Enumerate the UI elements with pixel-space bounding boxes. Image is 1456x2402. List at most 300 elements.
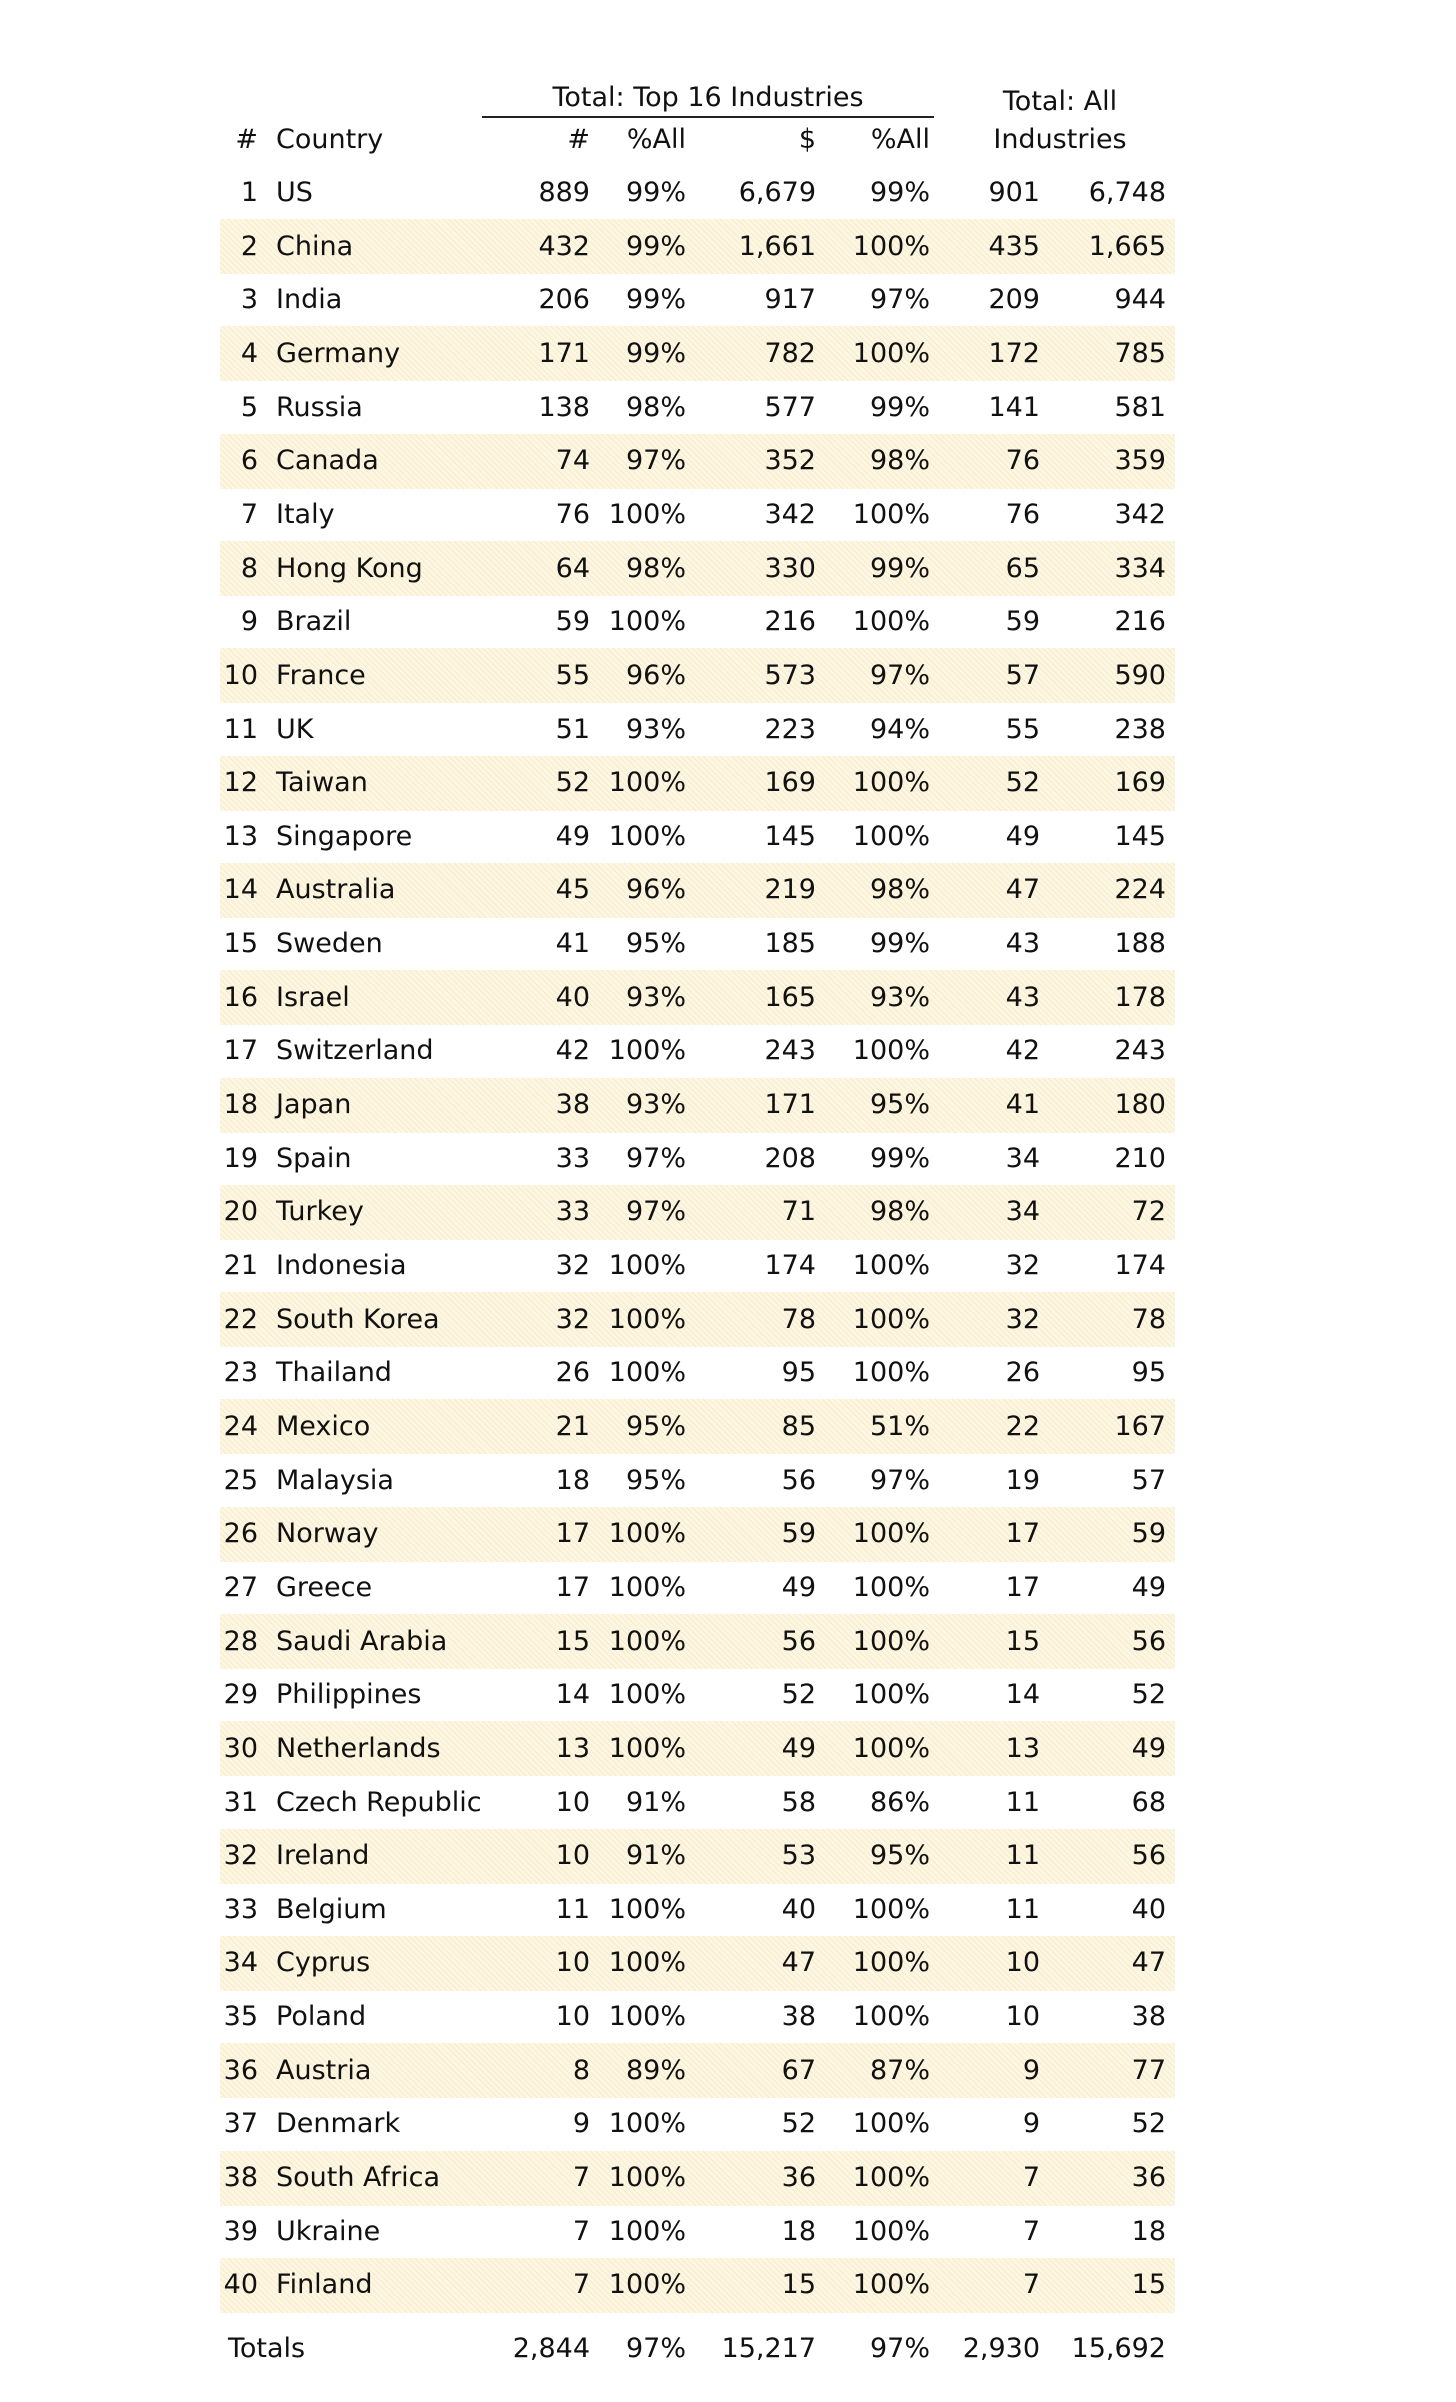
cell-rank: 35: [223, 2001, 258, 2033]
cell-rank: 29: [223, 1679, 258, 1711]
cell-top-count-pct: 99%: [625, 177, 686, 208]
cell-top-value: 216: [764, 606, 816, 638]
cell-rank: 33: [223, 1893, 258, 1925]
cell-all-count: 11: [1005, 1786, 1040, 1818]
cell-rank: 26: [223, 1518, 258, 1550]
cell-all-count: 141: [988, 391, 1040, 423]
cell-top-count: 55: [555, 659, 590, 691]
cell-top-value-pct: 100%: [852, 1732, 930, 1764]
cell-top-count-pct: 100%: [608, 1679, 686, 1711]
cell-top-count-pct: 100%: [608, 820, 686, 852]
cell-all-count: 435: [988, 230, 1040, 262]
cell-top-count: 51: [555, 713, 590, 745]
cell-top-value: 38: [781, 2001, 816, 2033]
header-top-value: $: [798, 124, 816, 155]
cell-top-value: 56: [781, 1625, 816, 1657]
cell-top-count: 8: [572, 2054, 590, 2086]
cell-all-count: 14: [1005, 1679, 1040, 1711]
cell-all-value: 334: [1114, 552, 1166, 584]
cell-top-value-pct: 100%: [852, 1625, 930, 1657]
cell-rank: 21: [223, 1250, 258, 1281]
cell-top-count-pct: 100%: [608, 1947, 686, 1979]
cell-all-value: 243: [1114, 1035, 1166, 1067]
cell-top-value: 85: [781, 1410, 816, 1442]
cell-top-value-pct: 100%: [852, 1303, 930, 1335]
cell-top-count: 7: [572, 2269, 590, 2301]
cell-top-count: 38: [555, 1089, 590, 1121]
cell-rank: 40: [223, 2269, 258, 2301]
cell-top-value-pct: 97%: [869, 1464, 930, 1496]
cell-country: Taiwan: [276, 767, 368, 799]
cell-top-count-pct: 93%: [625, 713, 686, 745]
cell-country: Turkey: [276, 1196, 364, 1228]
cell-top-value: 40: [781, 1893, 816, 1925]
totals-label: Totals: [228, 2333, 306, 2364]
cell-country: India: [276, 284, 343, 316]
cell-top-count-pct: 100%: [608, 1571, 686, 1603]
cell-top-value: 47: [781, 1947, 816, 1979]
cell-all-value: 56: [1131, 1625, 1166, 1657]
cell-top-count-pct: 100%: [608, 2215, 686, 2247]
cell-top-count: 32: [555, 1250, 590, 1281]
header-top-value-pct: %All: [870, 124, 930, 155]
cell-country: Finland: [276, 2269, 373, 2301]
cell-all-count: 34: [1005, 1196, 1040, 1228]
totals-top-value: 15,217: [721, 2333, 816, 2364]
totals-all-value: 15,692: [1071, 2333, 1166, 2364]
cell-country: Saudi Arabia: [276, 1625, 448, 1657]
cell-top-value: 49: [781, 1732, 816, 1764]
cell-rank: 28: [223, 1625, 258, 1657]
cell-country: China: [276, 230, 354, 262]
cell-top-count: 138: [538, 391, 590, 423]
cell-top-count-pct: 98%: [625, 552, 686, 584]
cell-country: Norway: [276, 1518, 379, 1550]
group-header-all-line2: Industries: [993, 124, 1127, 155]
cell-top-count-pct: 93%: [625, 981, 686, 1013]
cell-all-value: 145: [1114, 820, 1166, 852]
cell-all-count: 32: [1005, 1250, 1040, 1281]
cell-all-count: 13: [1005, 1732, 1040, 1764]
cell-top-count-pct: 96%: [625, 874, 686, 906]
cell-top-value-pct: 100%: [852, 2215, 930, 2247]
cell-top-count-pct: 96%: [625, 659, 686, 691]
cell-all-count: 11: [1005, 1840, 1040, 1872]
cell-all-value: 210: [1114, 1142, 1166, 1174]
cell-all-value: 38: [1131, 2001, 1166, 2033]
cell-country: Spain: [276, 1142, 352, 1174]
cell-country: Poland: [276, 2001, 367, 2033]
cell-rank: 11: [223, 713, 258, 745]
group-header-all-line1: Total: All: [1002, 86, 1118, 117]
cell-rank: 4: [240, 337, 258, 369]
cell-top-count: 889: [538, 177, 590, 208]
cell-all-count: 7: [1022, 2215, 1040, 2247]
cell-top-value: 165: [764, 981, 816, 1013]
cell-country: Australia: [276, 874, 396, 906]
cell-top-count: 10: [555, 1840, 590, 1872]
cell-country: Russia: [276, 391, 363, 423]
cell-top-count-pct: 100%: [608, 1303, 686, 1335]
cell-country: Mexico: [276, 1410, 371, 1442]
cell-top-value: 67: [781, 2054, 816, 2086]
cell-top-count: 32: [555, 1303, 590, 1335]
cell-rank: 39: [223, 2215, 258, 2247]
cell-rank: 3: [240, 284, 258, 316]
cell-top-count-pct: 99%: [625, 230, 686, 262]
cell-top-count-pct: 100%: [608, 2269, 686, 2301]
cell-top-value-pct: 100%: [852, 1571, 930, 1603]
cell-all-count: 15: [1005, 1625, 1040, 1657]
cell-all-count: 76: [1005, 498, 1040, 530]
cell-top-count: 13: [555, 1732, 590, 1764]
cell-top-count-pct: 100%: [608, 1250, 686, 1281]
cell-top-value-pct: 100%: [852, 2162, 930, 2194]
cell-country: Germany: [276, 337, 401, 369]
cell-all-count: 172: [988, 337, 1040, 369]
cell-top-value: 223: [764, 713, 816, 745]
cell-top-value: 782: [764, 337, 816, 369]
cell-top-count: 15: [555, 1625, 590, 1657]
cell-country: Hong Kong: [276, 552, 423, 584]
cell-all-value: 785: [1114, 337, 1166, 369]
cell-country: Austria: [276, 2054, 372, 2086]
cell-top-value: 95: [781, 1357, 816, 1389]
cell-rank: 1: [240, 177, 258, 208]
cell-all-value: 52: [1131, 2108, 1166, 2140]
cell-all-count: 22: [1005, 1410, 1040, 1442]
cell-top-count-pct: 100%: [608, 1518, 686, 1550]
cell-top-value: 36: [781, 2162, 816, 2194]
cell-rank: 34: [223, 1947, 258, 1979]
cell-top-count-pct: 97%: [625, 1196, 686, 1228]
cell-all-value: 56: [1131, 1840, 1166, 1872]
cell-top-count: 33: [555, 1196, 590, 1228]
cell-top-count-pct: 100%: [608, 2108, 686, 2140]
cell-top-value-pct: 97%: [869, 284, 930, 316]
cell-rank: 31: [223, 1786, 258, 1818]
cell-top-value-pct: 100%: [852, 2001, 930, 2033]
cell-top-value: 169: [764, 767, 816, 799]
cell-top-count: 41: [555, 928, 590, 960]
cell-top-value-pct: 99%: [869, 552, 930, 584]
cell-rank: 8: [240, 552, 258, 584]
cell-all-value: 581: [1114, 391, 1166, 423]
cell-top-count: 76: [555, 498, 590, 530]
cell-top-count: 7: [572, 2215, 590, 2247]
cell-top-value: 145: [764, 820, 816, 852]
header-country: Country: [276, 124, 384, 155]
cell-all-count: 26: [1005, 1357, 1040, 1389]
cell-top-count-pct: 100%: [608, 1357, 686, 1389]
cell-top-value: 1,661: [738, 230, 816, 262]
cell-country: France: [276, 659, 366, 691]
cell-top-value-pct: 100%: [852, 606, 930, 638]
cell-top-value: 15: [781, 2269, 816, 2301]
cell-all-count: 9: [1022, 2054, 1040, 2086]
cell-top-value: 577: [764, 391, 816, 423]
cell-all-count: 34: [1005, 1142, 1040, 1174]
cell-top-count: 74: [555, 445, 590, 477]
cell-country: UK: [276, 713, 314, 745]
cell-all-value: 18: [1131, 2215, 1166, 2247]
cell-top-count: 206: [538, 284, 590, 316]
cell-top-count-pct: 91%: [625, 1840, 686, 1872]
cell-top-count-pct: 97%: [625, 1142, 686, 1174]
cell-top-value-pct: 98%: [869, 1196, 930, 1228]
cell-all-count: 57: [1005, 659, 1040, 691]
totals-all-count: 2,930: [962, 2333, 1040, 2364]
cell-rank: 6: [240, 445, 258, 477]
cell-top-count: 17: [555, 1571, 590, 1603]
cell-top-value-pct: 100%: [852, 1035, 930, 1067]
cell-top-value: 573: [764, 659, 816, 691]
cell-top-value-pct: 100%: [852, 2269, 930, 2301]
cell-top-count-pct: 95%: [625, 1410, 686, 1442]
cell-all-count: 11: [1005, 1893, 1040, 1925]
cell-top-value: 52: [781, 2108, 816, 2140]
cell-all-count: 43: [1005, 928, 1040, 960]
cell-top-value-pct: 100%: [852, 230, 930, 262]
totals-top-count: 2,844: [512, 2333, 590, 2364]
cell-all-count: 49: [1005, 820, 1040, 852]
cell-rank: 25: [223, 1464, 258, 1496]
cell-country: Thailand: [276, 1357, 392, 1389]
cell-country: Italy: [276, 498, 335, 530]
cell-all-count: 42: [1005, 1035, 1040, 1067]
group-header-top-16: Total: Top 16 Industries: [552, 82, 864, 113]
cell-all-value: 188: [1114, 928, 1166, 960]
cell-rank: 16: [223, 981, 258, 1013]
cell-top-count: 18: [555, 1464, 590, 1496]
cell-all-count: 41: [1005, 1089, 1040, 1121]
cell-country: US: [276, 177, 313, 208]
cell-all-value: 47: [1131, 1947, 1166, 1979]
cell-top-value-pct: 95%: [869, 1840, 930, 1872]
cell-top-count: 33: [555, 1142, 590, 1174]
cell-country: Japan: [276, 1089, 352, 1121]
cell-all-count: 9: [1022, 2108, 1040, 2140]
cell-top-value: 185: [764, 928, 816, 960]
cell-top-value: 243: [764, 1035, 816, 1067]
cell-country: Switzerland: [276, 1035, 434, 1067]
cell-all-count: 52: [1005, 767, 1040, 799]
cell-top-value-pct: 100%: [852, 1357, 930, 1389]
cell-top-count: 52: [555, 767, 590, 799]
cell-country: Ukraine: [276, 2215, 381, 2247]
cell-rank: 10: [223, 659, 258, 691]
cell-all-count: 47: [1005, 874, 1040, 906]
header-top-count-pct: %All: [626, 124, 686, 155]
cell-rank: 5: [240, 391, 258, 423]
cell-all-count: 7: [1022, 2162, 1040, 2194]
cell-top-count: 17: [555, 1518, 590, 1550]
cell-all-value: 57: [1131, 1464, 1166, 1496]
cell-all-value: 49: [1131, 1571, 1166, 1603]
cell-top-count-pct: 95%: [625, 928, 686, 960]
cell-top-value-pct: 99%: [869, 391, 930, 423]
cell-top-value-pct: 98%: [869, 874, 930, 906]
cell-top-value-pct: 98%: [869, 445, 930, 477]
cell-top-value: 71: [781, 1196, 816, 1228]
cell-top-value: 330: [764, 552, 816, 584]
cell-country: Israel: [276, 981, 350, 1013]
cell-top-count-pct: 95%: [625, 1464, 686, 1496]
cell-all-value: 178: [1114, 981, 1166, 1013]
cell-top-count-pct: 99%: [625, 337, 686, 369]
cell-all-count: 17: [1005, 1571, 1040, 1603]
cell-top-count: 9: [572, 2108, 590, 2140]
cell-rank: 30: [223, 1732, 258, 1764]
cell-top-value: 174: [764, 1250, 816, 1281]
cell-rank: 22: [223, 1303, 258, 1335]
cell-country: Ireland: [276, 1840, 370, 1872]
cell-top-value: 78: [781, 1303, 816, 1335]
cell-top-count: 11: [555, 1893, 590, 1925]
cell-top-count: 45: [555, 874, 590, 906]
cell-all-count: 19: [1005, 1464, 1040, 1496]
cell-top-value-pct: 100%: [852, 767, 930, 799]
cell-country: Cyprus: [276, 1947, 371, 1979]
cell-top-count-pct: 100%: [608, 606, 686, 638]
cell-top-value: 18: [781, 2215, 816, 2247]
cell-top-value: 917: [764, 284, 816, 316]
totals-top-value-pct: 97%: [869, 2333, 930, 2364]
cell-all-value: 180: [1114, 1089, 1166, 1121]
cell-top-count-pct: 100%: [608, 1035, 686, 1067]
cell-top-value: 56: [781, 1464, 816, 1496]
cell-top-count-pct: 99%: [625, 284, 686, 316]
cell-top-count-pct: 91%: [625, 1786, 686, 1818]
cell-top-value: 219: [764, 874, 816, 906]
cell-country: Singapore: [276, 820, 413, 852]
cell-top-value: 59: [781, 1518, 816, 1550]
cell-top-count: 59: [555, 606, 590, 638]
cell-top-count: 7: [572, 2162, 590, 2194]
cell-rank: 27: [223, 1571, 258, 1603]
cell-all-count: 10: [1005, 1947, 1040, 1979]
cell-all-value: 342: [1114, 498, 1166, 530]
cell-all-count: 55: [1005, 713, 1040, 745]
cell-top-count-pct: 97%: [625, 445, 686, 477]
cell-top-count: 21: [555, 1410, 590, 1442]
cell-rank: 13: [223, 820, 258, 852]
cell-all-value: 77: [1131, 2054, 1166, 2086]
cell-top-count-pct: 98%: [625, 391, 686, 423]
cell-country: Malaysia: [276, 1464, 394, 1496]
cell-top-count-pct: 100%: [608, 1625, 686, 1657]
cell-all-count: 32: [1005, 1303, 1040, 1335]
cell-all-value: 78: [1131, 1303, 1166, 1335]
cell-top-value: 171: [764, 1089, 816, 1121]
cell-top-value-pct: 99%: [869, 1142, 930, 1174]
cell-top-value: 53: [781, 1840, 816, 1872]
cell-top-value-pct: 100%: [852, 2108, 930, 2140]
cell-top-value-pct: 97%: [869, 659, 930, 691]
cell-all-value: 216: [1114, 606, 1166, 638]
cell-country: Brazil: [276, 606, 352, 638]
cell-country: Belgium: [276, 1893, 387, 1925]
cell-all-count: 10: [1005, 2001, 1040, 2033]
totals-top-count-pct: 97%: [625, 2333, 686, 2364]
cell-top-count: 10: [555, 1947, 590, 1979]
cell-rank: 15: [223, 928, 258, 960]
cell-top-count: 14: [555, 1679, 590, 1711]
cell-top-value: 58: [781, 1786, 816, 1818]
cell-top-count: 10: [555, 1786, 590, 1818]
cell-rank: 14: [223, 874, 258, 906]
cell-top-count-pct: 100%: [608, 1732, 686, 1764]
cell-top-value-pct: 94%: [869, 713, 930, 745]
cell-all-value: 52: [1131, 1679, 1166, 1711]
cell-rank: 17: [223, 1035, 258, 1067]
cell-top-count-pct: 100%: [608, 2001, 686, 2033]
cell-top-value: 352: [764, 445, 816, 477]
cell-top-value-pct: 95%: [869, 1089, 930, 1121]
cell-top-count-pct: 89%: [625, 2054, 686, 2086]
cell-all-value: 15: [1131, 2269, 1166, 2301]
cell-all-value: 59: [1131, 1518, 1166, 1550]
cell-country: Philippines: [276, 1679, 422, 1711]
cell-rank: 20: [223, 1196, 258, 1228]
header-rank: #: [235, 124, 258, 155]
cell-country: Canada: [276, 445, 379, 477]
cell-top-value: 6,679: [738, 177, 816, 208]
cell-rank: 38: [223, 2162, 258, 2194]
cell-all-value: 95: [1131, 1357, 1166, 1389]
cell-top-value-pct: 86%: [869, 1786, 930, 1818]
group-header-rule: [482, 116, 934, 118]
header-top-count: #: [567, 124, 590, 155]
cell-all-count: 76: [1005, 445, 1040, 477]
cell-top-value-pct: 100%: [852, 1893, 930, 1925]
cell-all-value: 49: [1131, 1732, 1166, 1764]
cell-top-value-pct: 93%: [869, 981, 930, 1013]
cell-top-count: 10: [555, 2001, 590, 2033]
cell-all-count: 65: [1005, 552, 1040, 584]
cell-top-count: 42: [555, 1035, 590, 1067]
cell-top-count-pct: 93%: [625, 1089, 686, 1121]
cell-all-count: 59: [1005, 606, 1040, 638]
cell-top-value: 52: [781, 1679, 816, 1711]
cell-all-count: 17: [1005, 1518, 1040, 1550]
cell-all-value: 169: [1114, 767, 1166, 799]
cell-all-value: 68: [1131, 1786, 1166, 1818]
cell-top-count-pct: 100%: [608, 2162, 686, 2194]
cell-top-count: 26: [555, 1357, 590, 1389]
cell-rank: 24: [223, 1410, 258, 1442]
cell-top-value-pct: 100%: [852, 337, 930, 369]
cell-all-count: 901: [988, 177, 1040, 208]
cell-top-value-pct: 87%: [869, 2054, 930, 2086]
cell-country: Greece: [276, 1571, 373, 1603]
cell-all-value: 40: [1131, 1893, 1166, 1925]
cell-all-value: 6,748: [1088, 177, 1166, 208]
cell-top-count: 432: [538, 230, 590, 262]
cell-all-value: 944: [1114, 284, 1166, 316]
cell-rank: 7: [240, 498, 258, 530]
cell-rank: 12: [223, 767, 258, 799]
cell-top-value-pct: 99%: [869, 928, 930, 960]
cell-rank: 32: [223, 1840, 258, 1872]
cell-country: Netherlands: [276, 1732, 441, 1764]
cell-rank: 2: [240, 230, 258, 262]
cell-all-value: 359: [1114, 445, 1166, 477]
cell-all-value: 224: [1114, 874, 1166, 906]
cell-top-value-pct: 100%: [852, 820, 930, 852]
cell-all-value: 72: [1131, 1196, 1166, 1228]
cell-top-count: 64: [555, 552, 590, 584]
